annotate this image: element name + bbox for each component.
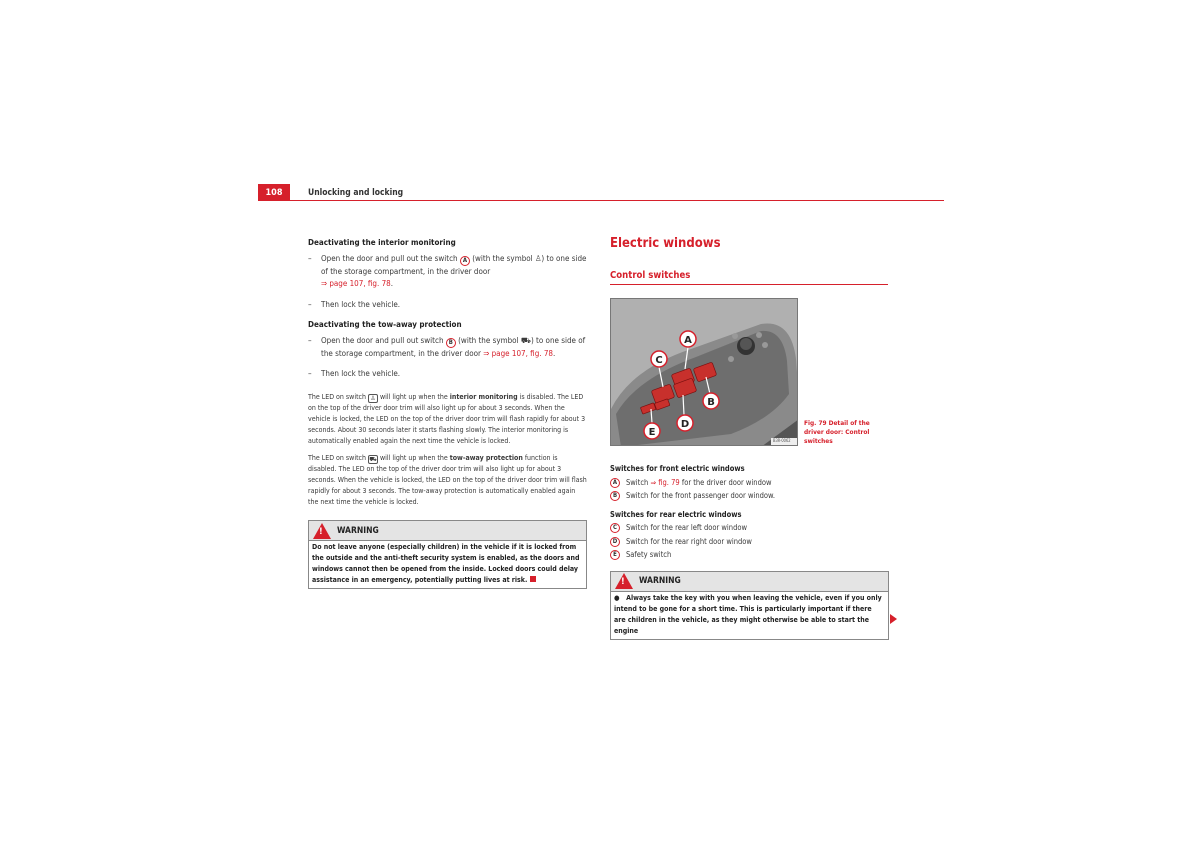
figure-link[interactable]: ⇒ fig. 79 [650, 477, 680, 487]
step [308, 253, 587, 290]
text: for the driver door window [681, 477, 772, 487]
text: will light up when the [380, 393, 448, 402]
end-mark-icon [530, 576, 536, 582]
text: is disabled. The LED on the top of the driver door trim will also light up for about 3 seconds. When the vehicle is locked, the LED on the top of the driver door trim will flash rapidly for about 3 seconds. About 30 seconds later it starts flashing slowly. The interior monitoring is automatically enabled again the next time the vehicle is locked. [308, 393, 586, 446]
interior-monitoring-icon: ♙ [534, 254, 542, 264]
tow-away-icon: ⛟ [520, 336, 531, 346]
paragraph [308, 453, 587, 508]
figure-label-b: B [707, 397, 715, 408]
text: The LED on switch [308, 454, 366, 463]
paragraph [308, 392, 587, 447]
figure-label-a: A [684, 335, 692, 346]
marker: D [610, 537, 620, 547]
continue-arrow-icon [890, 614, 897, 624]
section-title: Control switches [610, 270, 691, 281]
tow-away-switch-icon: ⛟ [369, 456, 377, 464]
text: ) to one side of the storage compartment, in the driver door [321, 254, 587, 277]
text: function is disabled. The LED on the top of the driver door trim will also light up for about 3 seconds. When the vehicle is locked, the LED on the top of the driver door trim will flash rapidly for about 3 seconds. The tow-away protection is automatically enabled again the next time the vehicle is locked. [308, 454, 587, 507]
warning-title: WARNING [639, 575, 681, 586]
legend-title: Switches for rear electric windows [610, 509, 742, 519]
switch-b-marker: B [446, 338, 456, 348]
text: ) to one side of the storage compartment, in the driver door [321, 336, 586, 359]
dash: – [308, 299, 312, 309]
text: will light up when the [380, 454, 448, 463]
warning-header [611, 572, 888, 592]
figure-label-e: E [648, 427, 656, 438]
interior-monitoring-switch-icon: ♙ [368, 394, 378, 403]
step [308, 299, 587, 311]
warning-text [611, 592, 888, 639]
warning-header [309, 521, 586, 541]
header-rule [258, 200, 944, 201]
text: Do not leave anyone (especially children) in the vehicle if it is locked from the outside and the anti-theft security system is enabled, as the doors and windows cannot then be opened from the inside. Locked doors could delay assistance in an emergency, potentially putting lives at risk. [312, 543, 580, 585]
warning-icon [615, 573, 633, 589]
text: Switch [626, 477, 649, 487]
marker: C [610, 523, 620, 533]
left-column [308, 237, 587, 589]
figure-label-c: C [655, 355, 663, 366]
warning-title: WARNING [337, 525, 379, 536]
text: interior monitoring [449, 393, 518, 402]
step-text: Open the door and pull out switch B (with the symbol ⛟) to one side of the storage compartment, in the driver door ⇒ page 107, fig. 78. [321, 336, 586, 359]
switch-legend [610, 463, 889, 640]
switch-a-marker: A [460, 256, 470, 266]
marker: E [610, 550, 620, 560]
figure-label-d: D [680, 419, 690, 430]
page-number: 108 [258, 184, 290, 201]
section-title: Deactivating the interior monitoring [308, 238, 456, 247]
section-title: Deactivating the tow-away protection [308, 319, 462, 329]
text: Switch for the front passenger door window. [626, 491, 775, 500]
legend-item [610, 490, 889, 503]
step [308, 368, 587, 380]
running-header-title: Unlocking and locking [308, 188, 404, 198]
text: (with the symbol [472, 254, 533, 264]
chapter-title: Electric windows [610, 236, 721, 251]
text: Always take the key with you when leaving the vehicle, even if you only intend to be gone for a short time. This is particularly important if there are children in the vehicle, as they might otherwise be able to start the engine [614, 593, 882, 635]
text: Safety switch [626, 550, 672, 559]
legend-item [610, 522, 889, 535]
dash: – [308, 369, 312, 379]
text: tow-away protection [449, 454, 523, 463]
warning-text [309, 541, 586, 588]
section-rule [610, 284, 888, 285]
figure-caption: Fig. 79 Detail of the driver door: Control switches [804, 419, 870, 445]
warning-box [308, 520, 587, 589]
figure-79 [610, 298, 798, 446]
step-text: Then lock the vehicle. [321, 299, 401, 309]
warning-icon [313, 523, 331, 539]
bullet: ● [614, 593, 620, 602]
step-text: Then lock the vehicle. [321, 369, 401, 379]
text: Open the door and pull out switch [321, 336, 444, 346]
legend-item [610, 477, 889, 490]
text: Open the door and pull out the switch [321, 254, 458, 264]
dash: – [308, 336, 312, 346]
legend-item [610, 536, 889, 549]
marker: B [610, 491, 620, 501]
legend-title: Switches for front electric windows [610, 464, 745, 473]
text: Switch for the rear right door window [626, 536, 752, 546]
text: (with the symbol [458, 336, 519, 346]
legend-item [610, 549, 889, 562]
page-link[interactable]: ⇒ page 107, fig. 78 [483, 349, 553, 359]
page-link[interactable]: ⇒ page 107, fig. 78 [321, 279, 391, 289]
text: The LED on switch [308, 393, 366, 402]
warning-box [610, 571, 889, 640]
text: Switch for the rear left door window [626, 523, 748, 532]
figure-code: B3R-0062 [773, 438, 791, 443]
step [308, 335, 587, 360]
dash: – [308, 254, 312, 264]
marker: A [610, 478, 620, 488]
step-text: Open the door and pull out the switch A (with the symbol ♙) to one side of the storage compartment, in the driver door ⇒ page 107, fig. 78. [321, 254, 587, 289]
